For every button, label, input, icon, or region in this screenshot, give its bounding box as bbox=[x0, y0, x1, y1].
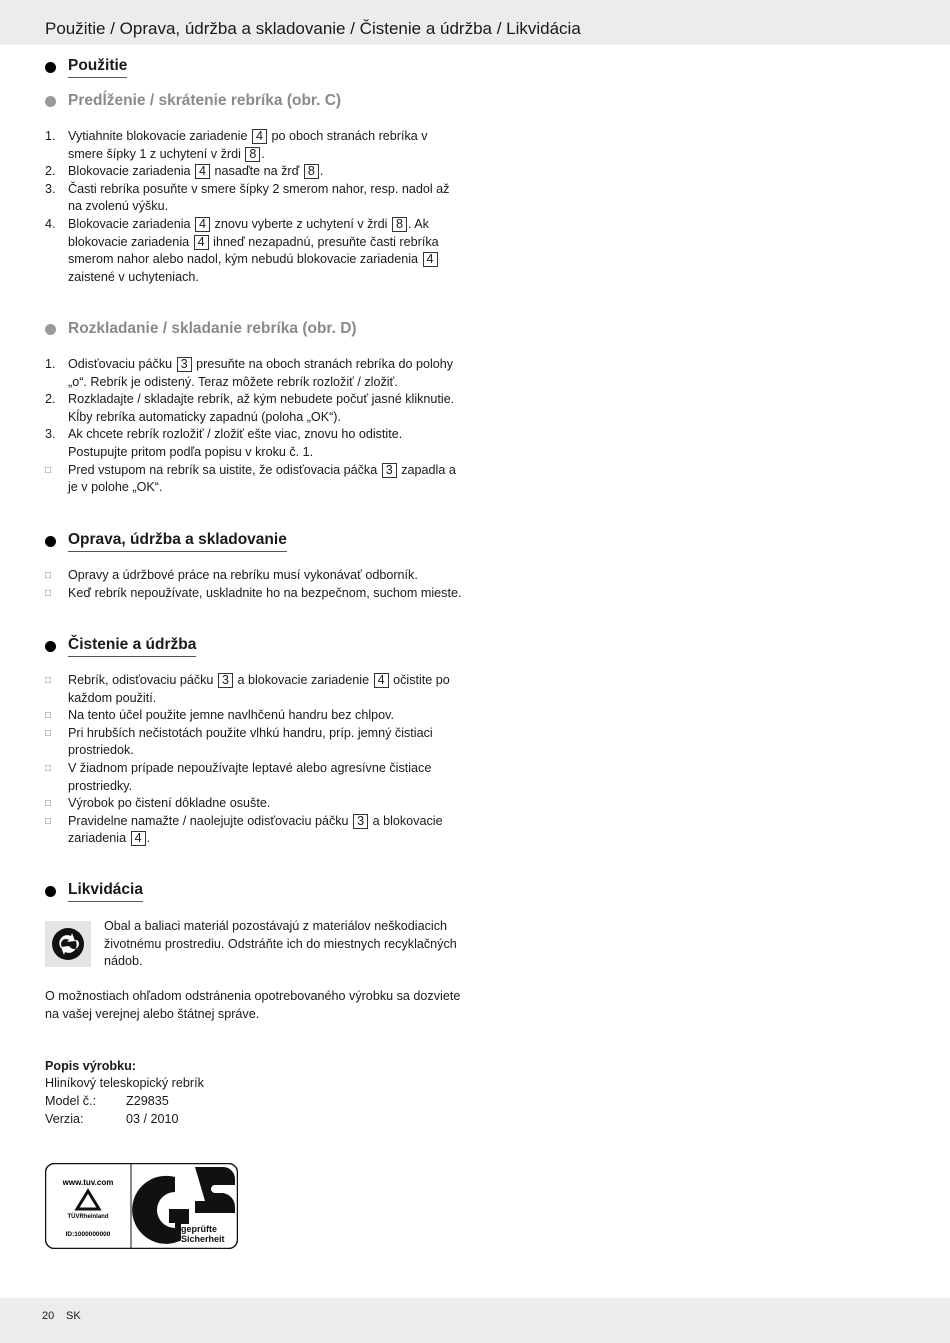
list-predlzenie bbox=[45, 128, 465, 286]
list-item bbox=[45, 163, 465, 181]
text-segment: zaistené v uchyteniach. bbox=[68, 269, 199, 284]
part-reference-number: 4 bbox=[131, 831, 146, 846]
list-item-text bbox=[68, 216, 465, 286]
text-segment: Rebrík, odisťovaciu páčku bbox=[68, 673, 217, 687]
list-item bbox=[45, 128, 465, 163]
disposal-text: O možnostiach ohľadom odstránenia opotrebovaného výrobku sa dozviete na vašej verejnej alebo štátnej správe. bbox=[45, 989, 461, 1021]
list-item bbox=[45, 391, 465, 426]
checkbox-bullet-icon: □ bbox=[45, 464, 52, 476]
list-item-text bbox=[68, 795, 270, 813]
part-reference-number: 3 bbox=[382, 463, 397, 478]
text-segment: očistite po každom použití. bbox=[68, 673, 450, 705]
text-segment: Pred vstupom na rebrík sa uistite, že odisťovacia páčka bbox=[68, 462, 381, 477]
logo-brand: TÜVRheinland bbox=[67, 1214, 109, 1220]
checkbox-bullet-icon: □ bbox=[45, 798, 52, 810]
part-reference-number: 4 bbox=[374, 673, 389, 688]
text-segment: a blokovacie zariadenia bbox=[68, 813, 443, 846]
text-segment: Vytiahnite blokovacie zariadenie bbox=[68, 129, 251, 143]
text-segment: Pri hrubších nečistotách použite vlhkú handru, príp. jemný čistiaci prostriedok. bbox=[68, 725, 433, 758]
list-item-text bbox=[68, 813, 465, 848]
heading-predlzenie bbox=[45, 92, 341, 110]
list-item-text bbox=[68, 391, 465, 426]
list-item bbox=[45, 462, 465, 497]
bullet-icon bbox=[45, 96, 56, 107]
list-item bbox=[45, 795, 465, 813]
checkbox-bullet-icon: □ bbox=[45, 675, 52, 686]
list-number: 2. bbox=[45, 164, 56, 179]
heading-text: Predĺženie / skrátenie rebríka (obr. C) bbox=[68, 92, 342, 109]
version-value: 03 / 2010 bbox=[126, 1112, 179, 1126]
bullet-icon bbox=[45, 536, 56, 547]
list-number: 3. bbox=[45, 427, 56, 442]
bullet-icon bbox=[45, 886, 56, 897]
product-title: Popis výrobku: bbox=[45, 1059, 136, 1073]
list-item-text bbox=[68, 163, 323, 181]
list-item-text bbox=[68, 356, 465, 391]
part-reference-number: 3 bbox=[353, 814, 368, 829]
part-reference-number: 8 bbox=[304, 164, 319, 179]
page-footer bbox=[0, 1298, 950, 1343]
heading-rozkladanie bbox=[45, 320, 357, 338]
heading-oprava bbox=[45, 531, 287, 552]
page-number: 20 bbox=[42, 1310, 55, 1322]
list-item-text bbox=[68, 707, 394, 725]
list-item bbox=[45, 813, 465, 848]
list-item-text bbox=[68, 567, 418, 585]
part-reference-number: 8 bbox=[392, 217, 407, 232]
header-title: Použitie / Oprava, údržba a skladovanie / Čistenie a údržba / Likvidácia bbox=[45, 19, 581, 38]
list-item-text bbox=[68, 462, 465, 497]
part-reference-number: 4 bbox=[194, 235, 209, 250]
part-reference-number: 3 bbox=[218, 673, 233, 688]
list-item bbox=[45, 585, 465, 603]
recycling-text: Obal a baliaci materiál pozostávajú z materiálov neškodiacich životnému prostrediu. Odstráňte ich do miestnych recyklačných nádob. bbox=[104, 919, 457, 969]
part-reference-number: 8 bbox=[245, 147, 260, 162]
list-item bbox=[45, 707, 465, 725]
part-reference-number: 3 bbox=[177, 357, 192, 372]
text-segment: Odisťovaciu páčku bbox=[68, 357, 176, 371]
page-header bbox=[0, 0, 950, 45]
text-segment: Rozkladajte / skladajte rebrík, až kým nebudete počuť jasné kliknutie. Kĺby rebríka automaticky zapadnú (poloha „OK“). bbox=[68, 392, 455, 424]
text-segment: Blokovacie zariadenia bbox=[68, 216, 195, 231]
text-segment: . bbox=[261, 146, 265, 161]
logo-id: ID:1000000000 bbox=[65, 1231, 111, 1238]
text-segment: Časti rebríka posuňte v smere šípky 2 smerom nahor, resp. nadol až na zvolenú výšku. bbox=[68, 181, 450, 214]
model-label: Model č.: bbox=[45, 1094, 97, 1108]
list-item bbox=[45, 216, 465, 286]
text-segment: ihneď nezapadnú, presuňte časti rebríka smerom nahor alebo nadol, kým nebudú blokovacie zariadenia bbox=[68, 234, 439, 267]
checkbox-bullet-icon: □ bbox=[45, 570, 52, 581]
list-item-text bbox=[68, 426, 465, 461]
text-segment: Na tento účel použite jemne navlhčenú handru bez chlpov. bbox=[68, 708, 395, 723]
heading-cistenie bbox=[45, 636, 196, 657]
list-number: 4. bbox=[45, 216, 56, 231]
text-segment: . bbox=[319, 164, 324, 179]
model-value: Z29835 bbox=[126, 1094, 169, 1108]
text-segment: Výrobok po čistení dôkladne osušte. bbox=[68, 796, 271, 811]
list-number: 1. bbox=[45, 129, 56, 143]
text-segment: zapadla a je v polohe „OK“. bbox=[68, 462, 456, 495]
logo-gs-text: geprüfte Sicherheit bbox=[181, 1224, 233, 1244]
part-reference-number: 4 bbox=[195, 217, 210, 232]
list-item bbox=[45, 181, 465, 216]
text-segment: Opravy a údržbové práce na rebríku musí vykonávať odborník. bbox=[68, 568, 418, 582]
text-segment: Ak chcete rebrík rozložiť / zložiť ešte viac, znovu ho odistite. Postupujte pritom podľa popisu v kroku č. 1. bbox=[68, 427, 403, 459]
part-reference-number: 4 bbox=[423, 252, 438, 267]
list-item-text bbox=[68, 672, 465, 707]
part-reference-number: 4 bbox=[195, 164, 210, 179]
heading-text: Oprava, údržba a skladovanie bbox=[68, 531, 287, 552]
text-segment: Keď rebrík nepoužívate, uskladnite ho na bezpečnom, suchom mieste. bbox=[68, 585, 462, 600]
list-rozkladanie bbox=[45, 356, 465, 497]
heading-likvidacia bbox=[45, 881, 143, 902]
logo-url: www.tuv.com bbox=[62, 1178, 114, 1187]
list-item bbox=[45, 725, 465, 760]
text-segment: Pravidelne namažte / naolejujte odisťovaciu páčku bbox=[68, 813, 353, 828]
text-segment: nasaďte na žrď bbox=[211, 164, 303, 179]
part-reference-number: 4 bbox=[252, 129, 267, 144]
list-item-text bbox=[68, 725, 465, 760]
text-segment: znovu vyberte z uchytení v žrdi bbox=[211, 216, 391, 231]
list-item bbox=[45, 426, 465, 461]
list-item-text bbox=[68, 760, 465, 795]
list-number: 2. bbox=[45, 392, 56, 407]
language-code: SK bbox=[66, 1310, 81, 1322]
text-segment: V žiadnom prípade nepoužívajte leptavé alebo agresívne čistiace prostriedky. bbox=[68, 760, 432, 793]
checkbox-bullet-icon: □ bbox=[45, 727, 52, 739]
list-oprava bbox=[45, 567, 465, 602]
heading-text: Likvidácia bbox=[68, 881, 143, 902]
list-item-text bbox=[68, 128, 465, 163]
product-name: Hliníkový teleskopický rebrík bbox=[45, 1076, 204, 1090]
text-segment: presuňte na oboch stranách rebríka do polohy „o“. Rebrík je odistený. Teraz môžete rebrík rozložiť / zložiť. bbox=[68, 357, 454, 389]
list-item bbox=[45, 672, 465, 707]
text-segment: . Ak blokovacie zariadenia bbox=[68, 216, 429, 249]
list-item bbox=[45, 356, 465, 391]
list-item bbox=[45, 760, 465, 795]
checkbox-bullet-icon: □ bbox=[45, 587, 52, 599]
list-number: 1. bbox=[45, 357, 56, 371]
heading-pouzitie bbox=[45, 57, 127, 78]
heading-text: Rozkladanie / skladanie rebríka (obr. D) bbox=[68, 320, 357, 337]
bullet-icon bbox=[45, 324, 56, 335]
heading-text: Čistenie a údržba bbox=[68, 636, 196, 657]
text-segment: Blokovacie zariadenia bbox=[68, 164, 195, 179]
bullet-icon bbox=[45, 641, 56, 652]
list-item-text bbox=[68, 585, 461, 603]
text-segment: . bbox=[146, 831, 151, 846]
list-item bbox=[45, 567, 465, 585]
list-number: 3. bbox=[45, 181, 56, 196]
checkbox-bullet-icon: □ bbox=[45, 762, 52, 774]
checkbox-bullet-icon: □ bbox=[45, 710, 52, 722]
text-segment: a blokovacie zariadenie bbox=[233, 673, 373, 687]
list-cistenie bbox=[45, 672, 465, 848]
heading-text: Použitie bbox=[68, 57, 127, 78]
checkbox-bullet-icon: □ bbox=[45, 815, 52, 827]
bullet-icon bbox=[45, 62, 56, 73]
text-segment: po oboch stranách rebríka v smere šípky 1 z uchytení v žrdi bbox=[68, 129, 428, 161]
list-item-text bbox=[68, 181, 465, 216]
version-label: Verzia: bbox=[45, 1112, 84, 1126]
recycling-icon bbox=[45, 921, 91, 967]
